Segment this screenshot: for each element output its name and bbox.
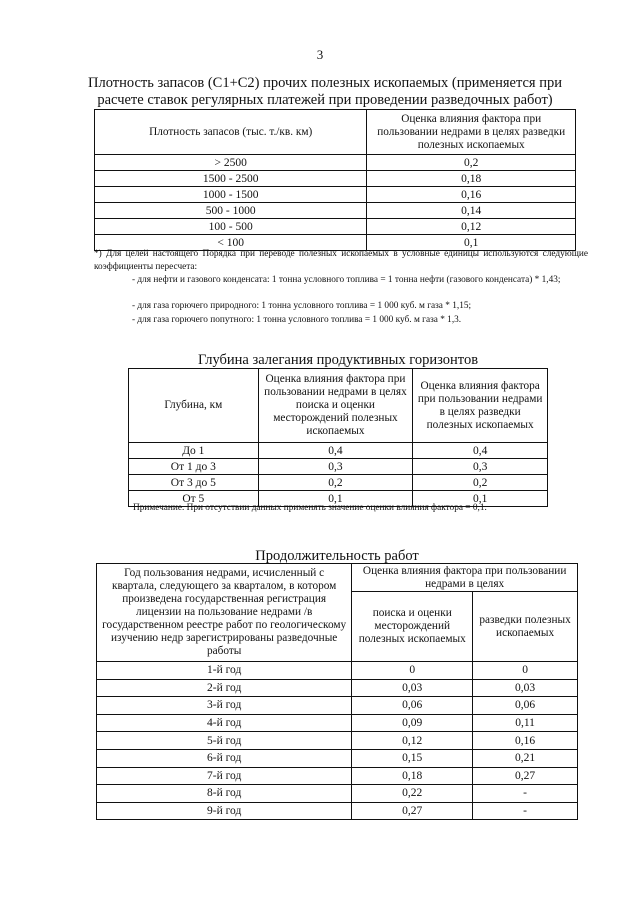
table-row — [129, 475, 548, 491]
table-row — [97, 785, 578, 803]
duration-search-factor: 0,22 — [352, 785, 473, 803]
duration-search-factor: 0,06 — [352, 697, 473, 715]
duration-year: 5-й год — [97, 732, 352, 750]
duration-explore-factor: 0,21 — [473, 749, 578, 767]
footnote-associated-gas: - для газа горючего попутного: 1 тонна условного топлива = 1 000 куб. м газа * 1,3. — [132, 315, 462, 325]
table-row — [129, 459, 548, 475]
density-factor: 0,1 — [367, 235, 576, 251]
duration-year: 9-й год — [97, 802, 352, 820]
depth-explore-factor: 0,4 — [413, 443, 548, 459]
table-row — [97, 767, 578, 785]
table-row — [97, 679, 578, 697]
duration-search-factor: 0,15 — [352, 749, 473, 767]
duration-explore-factor: 0,11 — [473, 714, 578, 732]
table-row — [95, 219, 576, 235]
duration-year: 3-й год — [97, 697, 352, 715]
table-row — [97, 802, 578, 820]
table-row — [95, 155, 576, 171]
density-range: 500 - 1000 — [95, 203, 367, 219]
depth-col-header: Глубина, км — [129, 369, 259, 443]
footnote-natural-gas: - для газа горючего природного: 1 тонна условного топлива = 1 000 куб. м газа * 1,15; — [132, 301, 472, 311]
table-row — [97, 662, 578, 680]
duration-table — [96, 563, 578, 820]
duration-year: 6-й год — [97, 749, 352, 767]
duration-year: 2-й год — [97, 679, 352, 697]
section2-title: Глубина залегания продуктивных горизонтов — [197, 352, 479, 368]
depth-search-factor: 0,1 — [258, 491, 413, 507]
table-row — [129, 443, 548, 459]
density-col-header: Плотность запасов (тыс. т./кв. км) — [95, 110, 367, 155]
density-range: 1000 - 1500 — [95, 187, 367, 203]
depth-note: Примечание. При отсутствии данных применять значение оценки влияния фактора = 0,1. — [133, 503, 487, 513]
duration-search-factor: 0,18 — [352, 767, 473, 785]
section1-title-line2: расчете ставок регулярных платежей при проведении разведочных работ) — [97, 92, 553, 108]
duration-explore-col-header: разведки полезных ископаемых — [473, 592, 578, 662]
depth-search-factor: 0,4 — [258, 443, 413, 459]
duration-search-factor: 0,27 — [352, 802, 473, 820]
duration-explore-factor: - — [473, 802, 578, 820]
section3-title: Продолжительность работ — [255, 548, 419, 564]
depth-value: От 3 до 5 — [129, 475, 259, 491]
duration-factor-group-header: Оценка влияния фактора при пользовании недрами в целях — [352, 564, 578, 592]
density-factor: 0,18 — [367, 171, 576, 187]
depth-search-col-header: Оценка влияния фактора при пользовании недрами в целях поиска и оценки месторождений полезных ископаемых — [258, 369, 413, 443]
depth-table — [128, 368, 548, 507]
table-row — [97, 749, 578, 767]
duration-explore-factor: 0,16 — [473, 732, 578, 750]
duration-explore-factor: 0,03 — [473, 679, 578, 697]
duration-year: 8-й год — [97, 785, 352, 803]
duration-explore-factor: 0 — [473, 662, 578, 680]
duration-search-factor: 0,12 — [352, 732, 473, 750]
table-row — [97, 732, 578, 750]
duration-year: 1-й год — [97, 662, 352, 680]
duration-year: 7-й год — [97, 767, 352, 785]
duration-explore-factor: 0,27 — [473, 767, 578, 785]
section1-title-line1: Плотность запасов (С1+С2) прочих полезных ископаемых (применяется при — [88, 75, 562, 91]
duration-search-col-header: поиска и оценки месторождений полезных ископаемых — [352, 592, 473, 662]
depth-explore-factor: 0,2 — [413, 475, 548, 491]
footnote-conversion-intro: *) Для целей настоящего Порядка при переводе полезных ископаемых в условные единицы используются следующие коэффициенты пересчета: — [94, 249, 588, 272]
depth-value: От 5 — [129, 491, 259, 507]
depth-explore-factor: 0,3 — [413, 459, 548, 475]
density-factor-col-header: Оценка влияния фактора при пользовании недрами в целях разведки полезных ископаемых — [367, 110, 576, 155]
duration-year: 4-й год — [97, 714, 352, 732]
table-row — [97, 714, 578, 732]
density-range: 1500 - 2500 — [95, 171, 367, 187]
duration-search-factor: 0,09 — [352, 714, 473, 732]
footnote-oil: - для нефти и газового конденсата: 1 тонна условного топлива = 1 тонна нефти (газового конденсата) * 1,43; — [132, 275, 561, 285]
density-table — [94, 109, 576, 251]
depth-value: До 1 — [129, 443, 259, 459]
table-row — [97, 697, 578, 715]
depth-explore-factor: 0,1 — [413, 491, 548, 507]
duration-search-factor: 0 — [352, 662, 473, 680]
depth-explore-col-header: Оценка влияния фактора при пользовании недрами в целях разведки полезных ископаемых — [413, 369, 548, 443]
depth-search-factor: 0,2 — [258, 475, 413, 491]
table-row — [95, 203, 576, 219]
duration-explore-factor: 0,06 — [473, 697, 578, 715]
depth-search-factor: 0,3 — [258, 459, 413, 475]
table-row — [95, 171, 576, 187]
density-range: < 100 — [95, 235, 367, 251]
page-number: 3 — [316, 47, 324, 62]
density-range: 100 - 500 — [95, 219, 367, 235]
duration-explore-factor: - — [473, 785, 578, 803]
density-range: > 2500 — [95, 155, 367, 171]
depth-value: От 1 до 3 — [129, 459, 259, 475]
density-factor: 0,16 — [367, 187, 576, 203]
duration-year-col-header: Год пользования недрами, исчисленный с квартала, следующего за кварталом, в котором произведена государственная регистрация лицензии на пользование недрами /в государственном реестре работ по геологическому изучению недр зарегистрированы разведочные работы — [97, 564, 352, 662]
duration-search-factor: 0,03 — [352, 679, 473, 697]
table-row — [95, 187, 576, 203]
density-factor: 0,14 — [367, 203, 576, 219]
density-factor: 0,2 — [367, 155, 576, 171]
density-factor: 0,12 — [367, 219, 576, 235]
